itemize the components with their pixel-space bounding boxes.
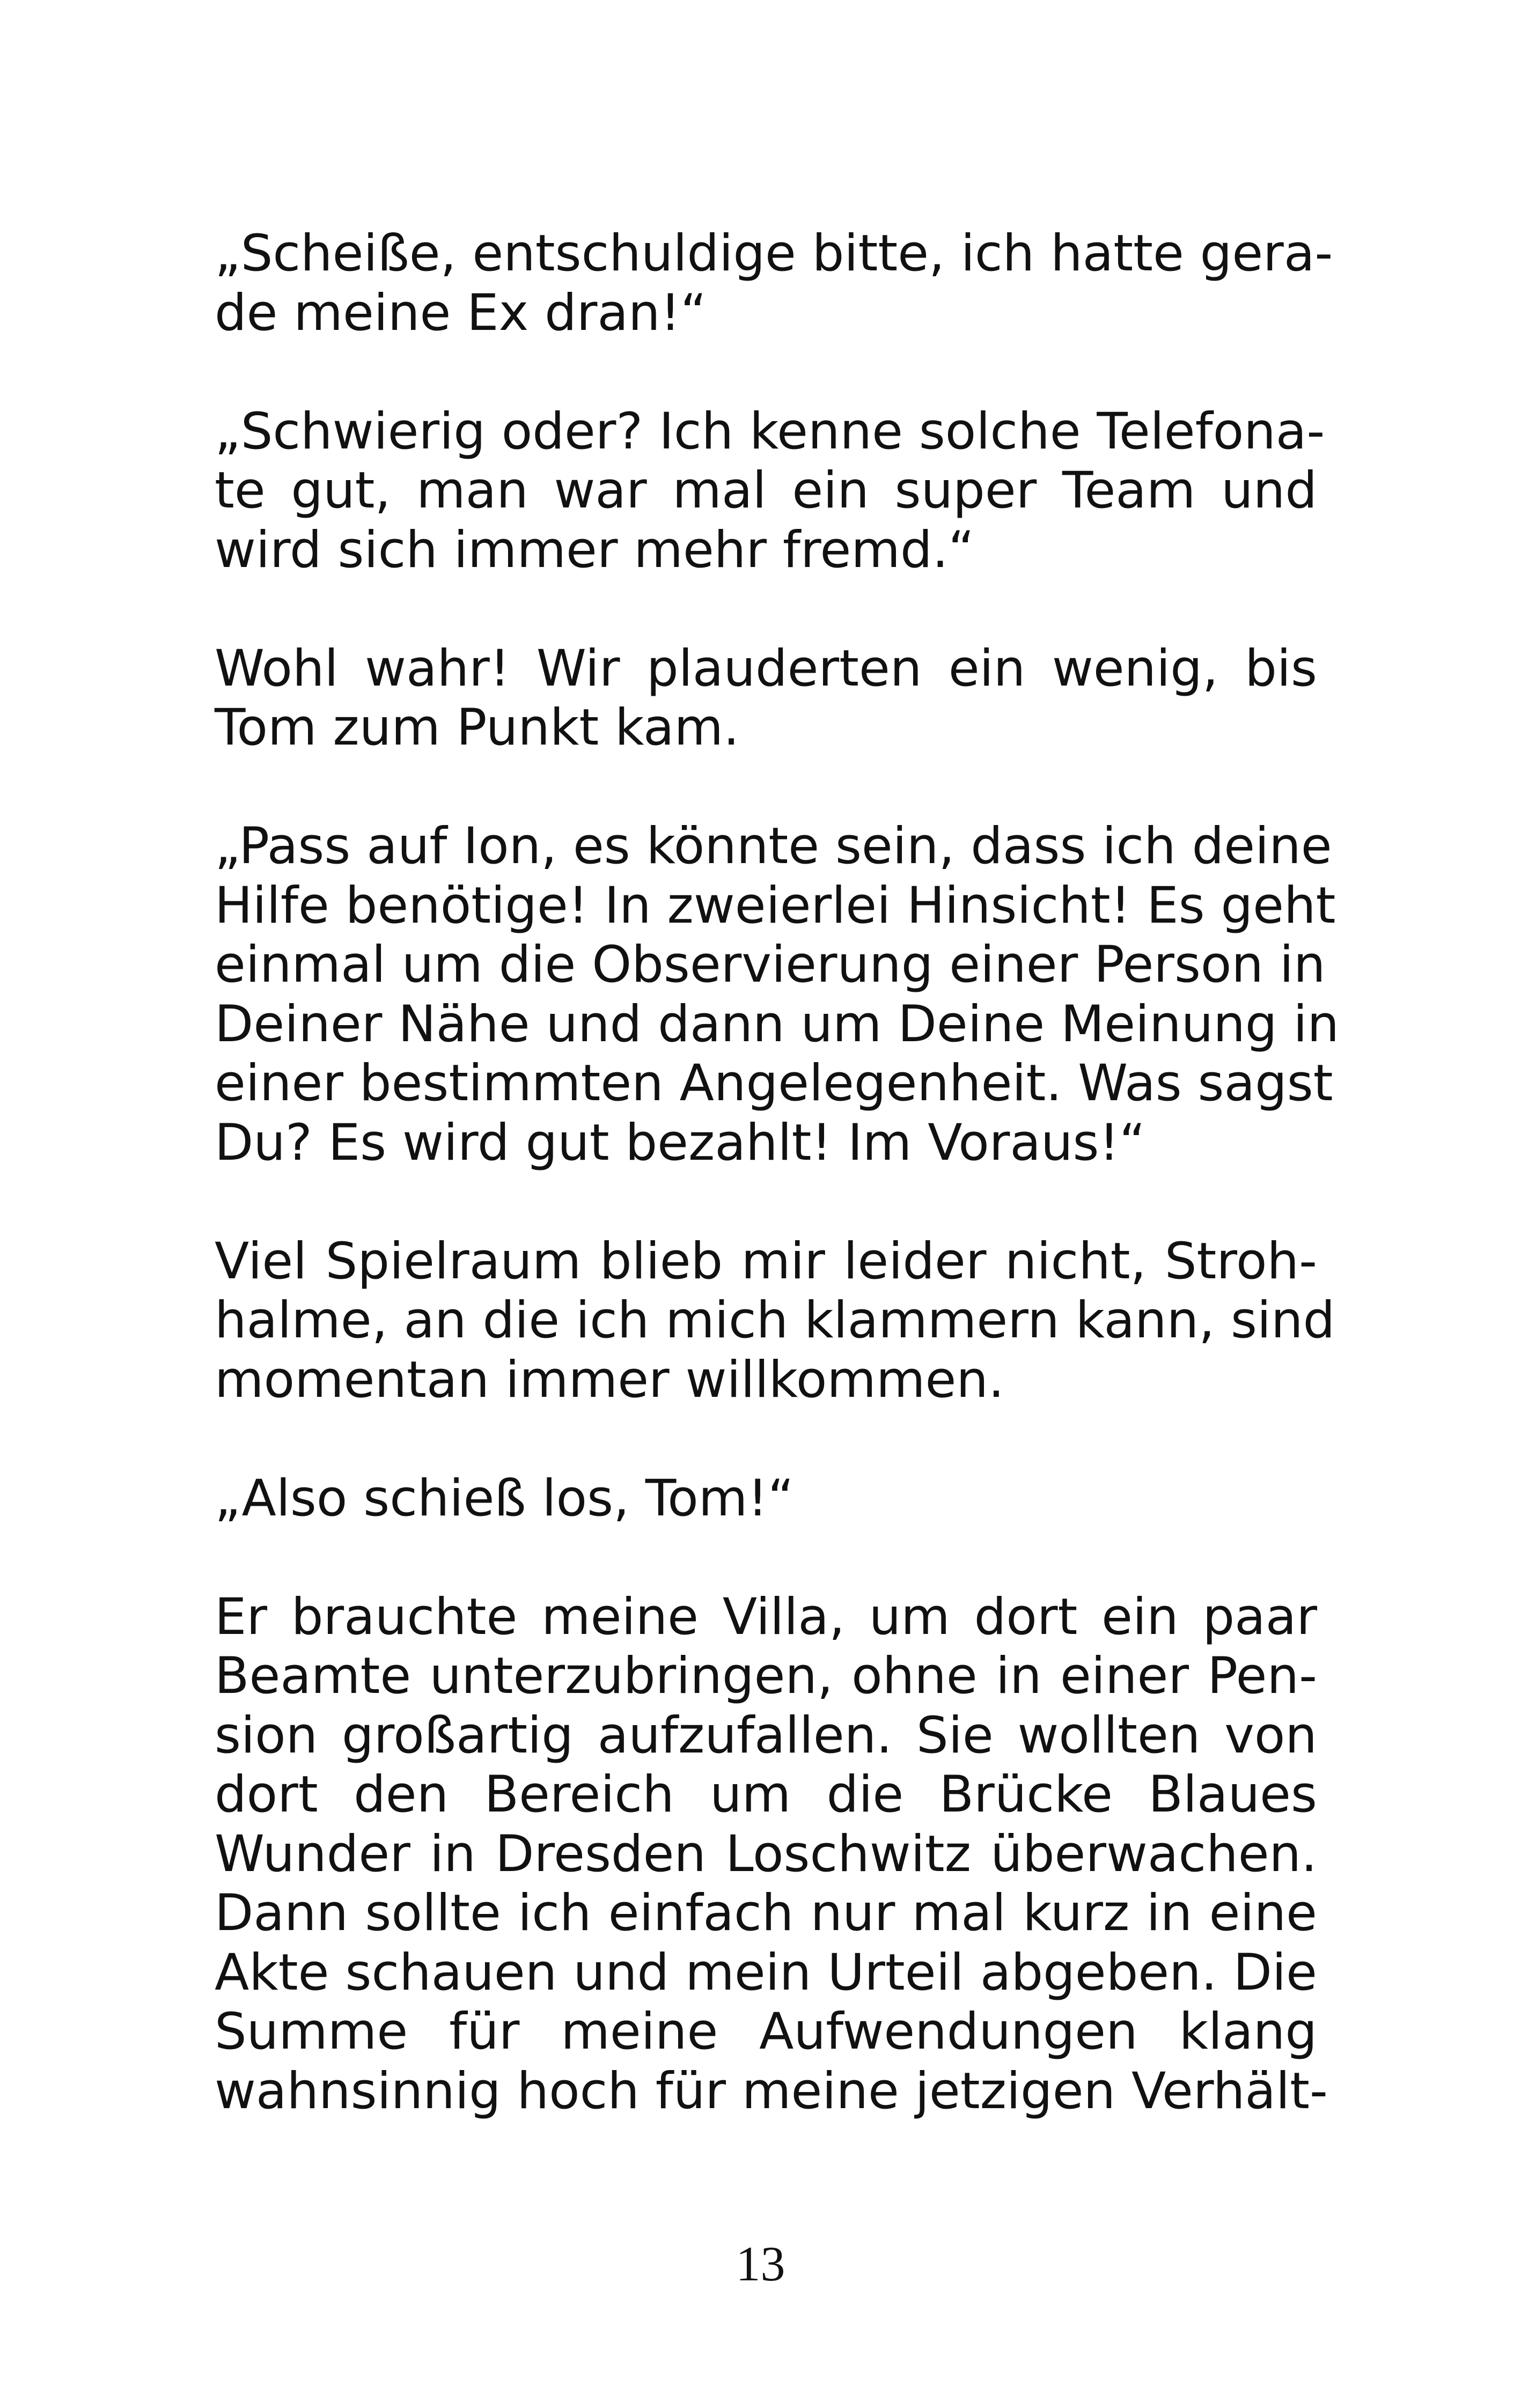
paragraph	[215, 639, 1317, 758]
text-line: te gut, man war mal ein super Team und	[215, 461, 1317, 520]
text-line: Du? Es wird gut bezahlt! Im Voraus!“	[215, 1113, 1145, 1172]
text-line: wahnsinnig hoch für meine jetzigen Verhält-	[215, 2061, 1328, 2120]
text-line: einer bestimmten Angelegenheit. Was sagst	[215, 1054, 1333, 1113]
text-line: Wunder in Dresden Loschwitz überwachen.	[215, 1824, 1317, 1883]
text-line: halme, an die ich mich klammern kann, sind	[215, 1291, 1335, 1350]
text-line: Wohl wahr! Wir plauderten ein wenig, bis	[215, 639, 1317, 698]
text-line: „Also schieß los, Tom!“	[215, 1469, 794, 1528]
paragraph	[215, 817, 1340, 1173]
text-line: Viel Spielraum blieb mir leider nicht, Stroh-	[215, 1232, 1317, 1291]
text-line: Summe für meine Aufwendungen klang	[215, 2002, 1317, 2061]
text-line: „Schwierig oder? Ich kenne solche Telefona-	[215, 402, 1325, 461]
text-line: de meine Ex dran!“	[215, 283, 707, 342]
paragraph	[215, 1587, 1328, 2122]
text-line: Dann sollte ich einfach nur mal kurz in eine	[215, 1884, 1317, 1942]
text-line: Beamte unterzubringen, ohne in einer Pen-	[215, 1647, 1317, 1705]
text-line: „Pass auf Ion, es könnte sein, dass ich deine	[215, 817, 1332, 875]
text-line: sion großartig aufzufallen. Sie wollten von	[215, 1706, 1317, 1765]
text-line: Tom zum Punkt kam.	[215, 698, 739, 757]
paragraph	[215, 1469, 1317, 1529]
text-line: Akte schauen und mein Urteil abgeben. Die	[215, 1943, 1317, 2002]
body-text	[215, 224, 1340, 2181]
text-line: wird sich immer mehr fremd.“	[215, 520, 975, 579]
paragraph	[215, 224, 1333, 343]
text-line: dort den Bereich um die Brücke Blaues	[215, 1765, 1317, 1824]
text-line: einmal um die Observierung einer Person in	[215, 936, 1326, 994]
paragraph	[215, 1232, 1335, 1410]
text-line: Hilfe benötige! In zweierlei Hinsicht! Es geht	[215, 876, 1336, 935]
page-number: 13	[736, 2236, 785, 2291]
text-line: „Scheiße, entschuldige bitte, ich hatte gera-	[215, 224, 1333, 283]
paragraph	[215, 402, 1325, 580]
text-line: momentan immer willkommen.	[215, 1350, 1004, 1409]
text-line: Deiner Nähe und dann um Deine Meinung in	[215, 995, 1340, 1054]
text-line: Er brauchte meine Villa, um dort ein paar	[215, 1587, 1317, 1646]
